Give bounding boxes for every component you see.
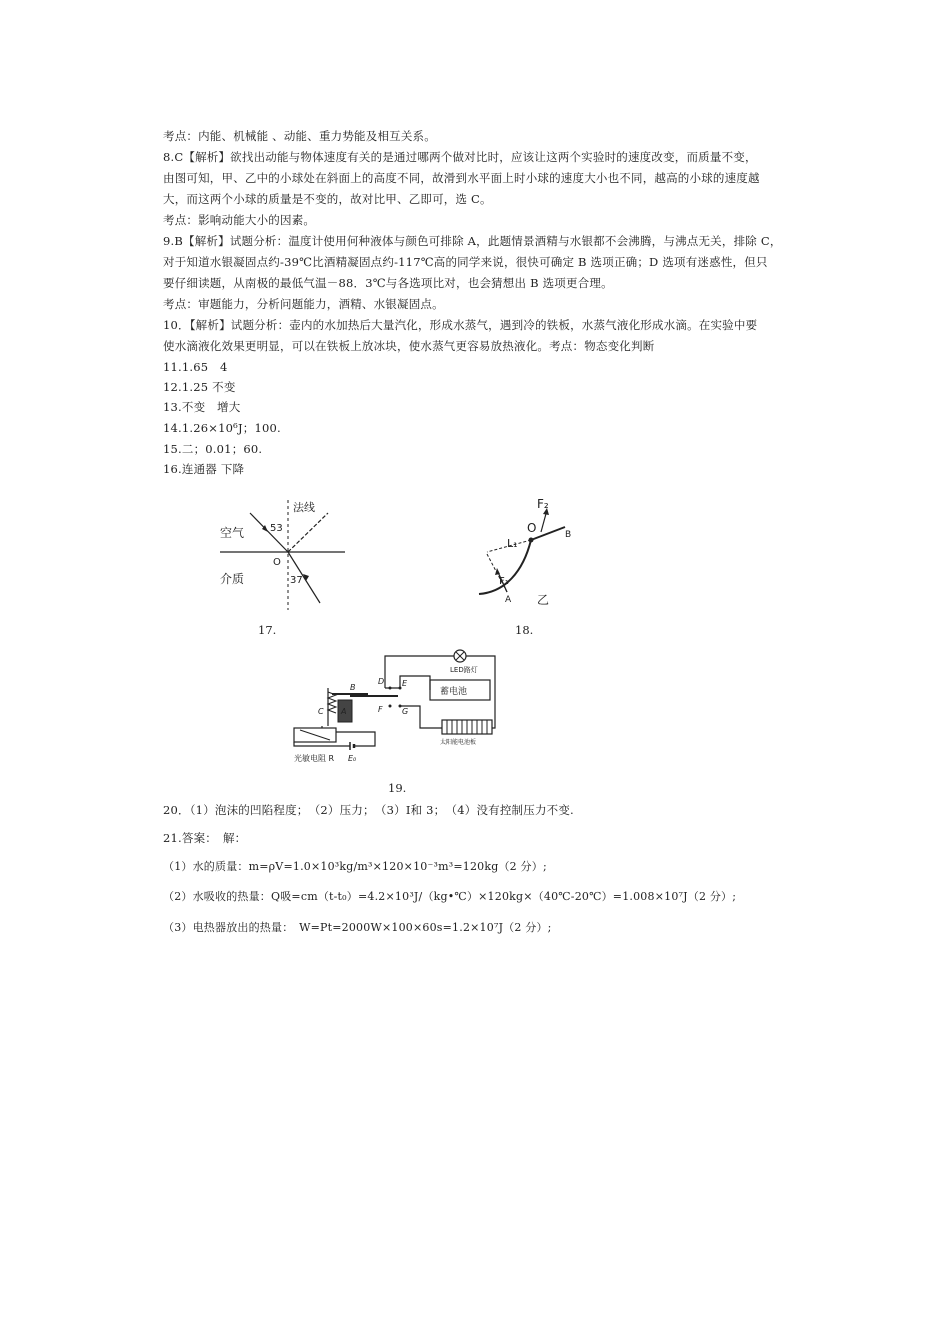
spring-c-label: C: [318, 707, 324, 716]
answer-16: 16.连通器 下降: [163, 462, 245, 476]
answer-10-line-1: 10．【解析】试题分析：壶内的水加热后大量汽化，形成水蒸气，遇到冷的铁板，水蒸气液化形成水滴。在实验中要: [163, 318, 758, 332]
force-f2-label: F₂: [537, 497, 549, 511]
answer-21-part-3: （3）电热器放出的热量： W=Pt=2000W×100×60s=1.2×10⁷J（2 分）;: [163, 921, 552, 934]
contact-d-label: D: [378, 677, 385, 686]
contact-g-label: G: [402, 707, 409, 716]
answer-10-line-2: 使水滴液化效果更明显，可以在铁板上放冰块，使水蒸气更容易放热液化。考点：物态变化判断: [163, 339, 655, 353]
exam-point-line-1: 考点：内能、机械能 、动能、重力势能及相互关系。: [163, 129, 436, 143]
arm-l1-label: L₁: [507, 537, 518, 550]
answer-14: 14.1.26×10⁶J；100.: [163, 421, 281, 435]
angle-37-label: 37: [290, 575, 303, 586]
answer-8-line-2: 由图可知，甲、乙中的小球处在斜面上的高度不同，故滑到水平面上时小球的速度大小也不同，越高的小球的速度越: [163, 171, 760, 185]
exam-point-line-2: 考点：影响动能大小的因素。: [163, 213, 316, 227]
photoresistor-label: 光敏电阻 R: [294, 754, 335, 763]
answer-12: 12.1.25 不变: [163, 380, 236, 394]
exam-point-line-3: 考点：审题能力，分析问题能力，酒精、水银凝固点。: [163, 297, 444, 311]
answer-15: 15.二；0.01；60.: [163, 442, 263, 456]
answer-9-line-3: 要仔细读题，从南极的最低气温－88．3℃与各选项比对，也会猜想出 B 选项更合理。: [163, 276, 613, 290]
answer-8-line-3: 大，而这两个小球的质量是不变的，故对比甲、乙即可，选 C。: [163, 192, 492, 206]
figure-17-refraction-diagram: [210, 495, 360, 620]
point-a-label: A: [505, 595, 512, 605]
battery-label: 蓄电池: [440, 687, 468, 697]
medium-label: 介质: [220, 572, 245, 586]
air-label: 空气: [220, 526, 245, 540]
solar-panel-label: 太阳能电池板: [440, 739, 477, 746]
answer-21-part-1: （1）水的质量：m=ρV=1.0×10³kg/m³×120×10⁻³m³=120kg（2 分）;: [163, 860, 547, 873]
figure-17-caption: 17.: [258, 623, 277, 637]
answer-8-line-1: 8.C【解析】欲找出动能与物体速度有关的是通过哪两个做对比时，应该让这两个实验时的速度改变，而质量不变，: [163, 150, 757, 164]
figure-18-lever-diagram: [465, 492, 585, 617]
contact-e-label: E: [402, 679, 408, 688]
figure-19-caption: 19.: [388, 781, 407, 795]
angle-53-label: 53: [270, 523, 283, 534]
led-lamp-label: LED路灯: [450, 666, 478, 674]
answer-20: 20．（1）泡沫的凹陷程度； （2）压力； （3）Ⅰ和 3； （4）没有控制压力不变.: [163, 803, 574, 817]
contact-f-label: F: [378, 705, 383, 714]
answer-21-heading: 21.答案： 解：: [163, 831, 247, 845]
origin-o-label: O: [273, 557, 281, 568]
figure-18-caption: 18.: [515, 623, 534, 637]
electromagnet-a-label: A: [341, 707, 347, 716]
figure-19-circuit-diagram: [290, 648, 510, 768]
answer-9-line-1: 9.B【解析】试题分析：温度计使用何种液体与颜色可排除 A，此题情景酒精与水银都不会沸腾，与沸点无关，排除 C，: [163, 234, 782, 248]
answer-11: 11.1.65 4: [163, 360, 228, 374]
answer-21-part-2: （2）水吸收的热量：Q吸=cm（t-t₀）=4.2×10³J/（kg•℃）×120kg×（40℃-20℃）=1.008×10⁷J（2 分）;: [163, 890, 737, 903]
answer-13: 13.不变 增大: [163, 400, 241, 414]
answer-9-line-2: 对于知道水银凝固点约-39℃比酒精凝固点约-117℃高的同学来说，很快可确定 B 选项正确；D 选项有迷惑性，但只: [163, 255, 768, 269]
label-yi: 乙: [537, 593, 550, 607]
force-f1-label: F₁: [499, 576, 509, 587]
source-e0-label: E₀: [348, 754, 357, 763]
pivot-o-label: O: [527, 521, 537, 535]
armature-b-label: B: [350, 683, 356, 692]
normal-label: 法线: [293, 501, 315, 514]
point-b-label: B: [565, 530, 572, 540]
